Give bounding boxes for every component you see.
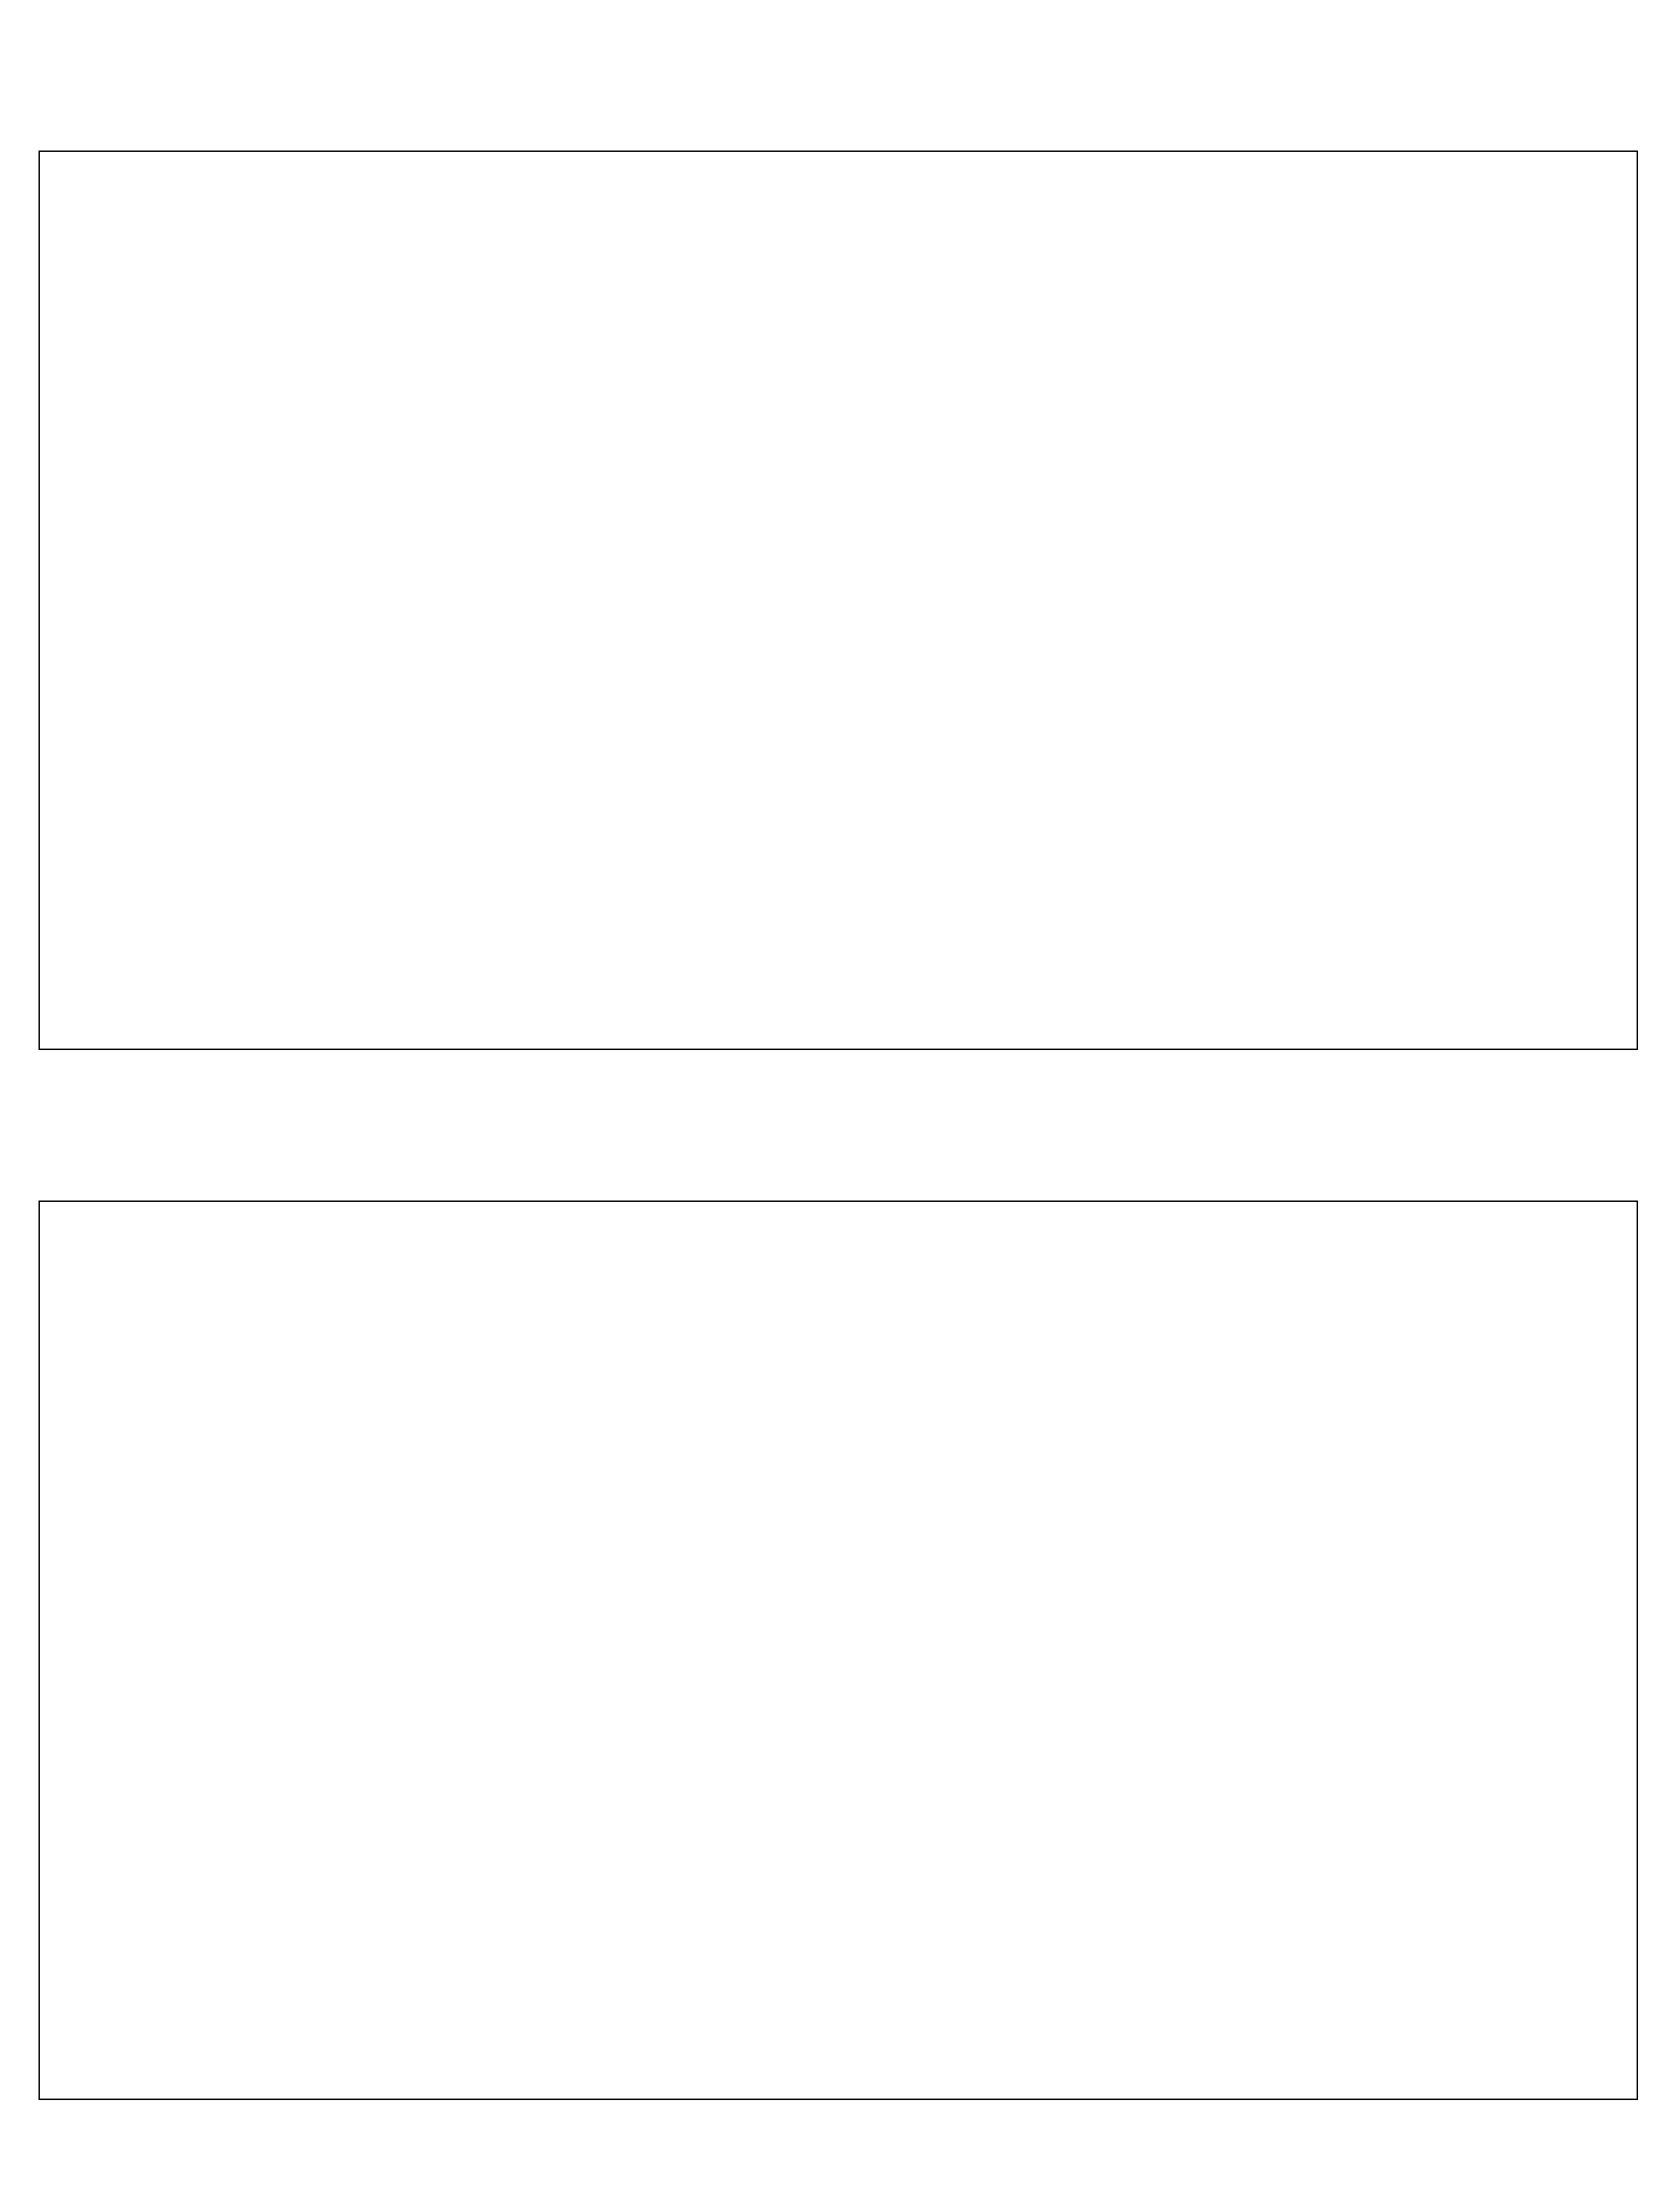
ingresos-table bbox=[38, 1200, 1638, 2100]
gastos-table bbox=[38, 150, 1638, 1050]
